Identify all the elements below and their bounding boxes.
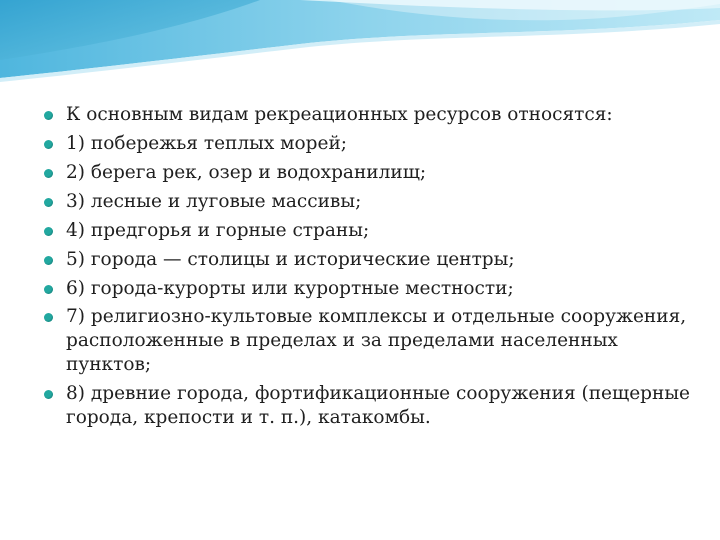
list-item <box>40 129 690 158</box>
list-item <box>40 305 690 377</box>
bullet-dot-icon <box>44 227 53 236</box>
list-item <box>40 216 690 245</box>
bullet-dot-icon <box>44 256 53 265</box>
bullet-dot-icon <box>44 285 53 294</box>
list-item <box>40 158 690 187</box>
bullet-list <box>40 100 690 435</box>
list-item-text: 8) древние города, фортификационные сооружения (пещерные города, крепости и т. п.), катакомбы. <box>66 383 690 428</box>
bullet-dot-icon <box>44 313 53 322</box>
header-wave-decoration <box>0 0 720 90</box>
list-item <box>40 274 690 303</box>
list-item-text: 6) города-курорты или курортные местности; <box>66 278 514 299</box>
bullet-dot-icon <box>44 111 53 120</box>
list-item <box>40 382 690 430</box>
bullet-dot-icon <box>44 198 53 207</box>
list-item-text: 2) берега рек, озер и водохранилищ; <box>66 162 427 183</box>
list-item-text: 7) религиозно-культовые комплексы и отдельные сооружения, расположенные в пределах и за пределами населенных пунктов; <box>66 306 687 375</box>
list-item-text: К основным видам рекреационных ресурсов относятся: <box>66 104 613 125</box>
list-item-text: 4) предгорья и горные страны; <box>66 220 370 241</box>
list-item-text: 5) города — столицы и исторические центры; <box>66 249 515 270</box>
list-item <box>40 245 690 274</box>
list-item <box>40 100 690 129</box>
list-item-text: 3) лесные и луговые массивы; <box>66 191 362 212</box>
list-item <box>40 187 690 216</box>
bullet-dot-icon <box>44 140 53 149</box>
bullet-dot-icon <box>44 169 53 178</box>
list-item-text: 1) побережья теплых морей; <box>66 133 348 154</box>
bullet-dot-icon <box>44 390 53 399</box>
